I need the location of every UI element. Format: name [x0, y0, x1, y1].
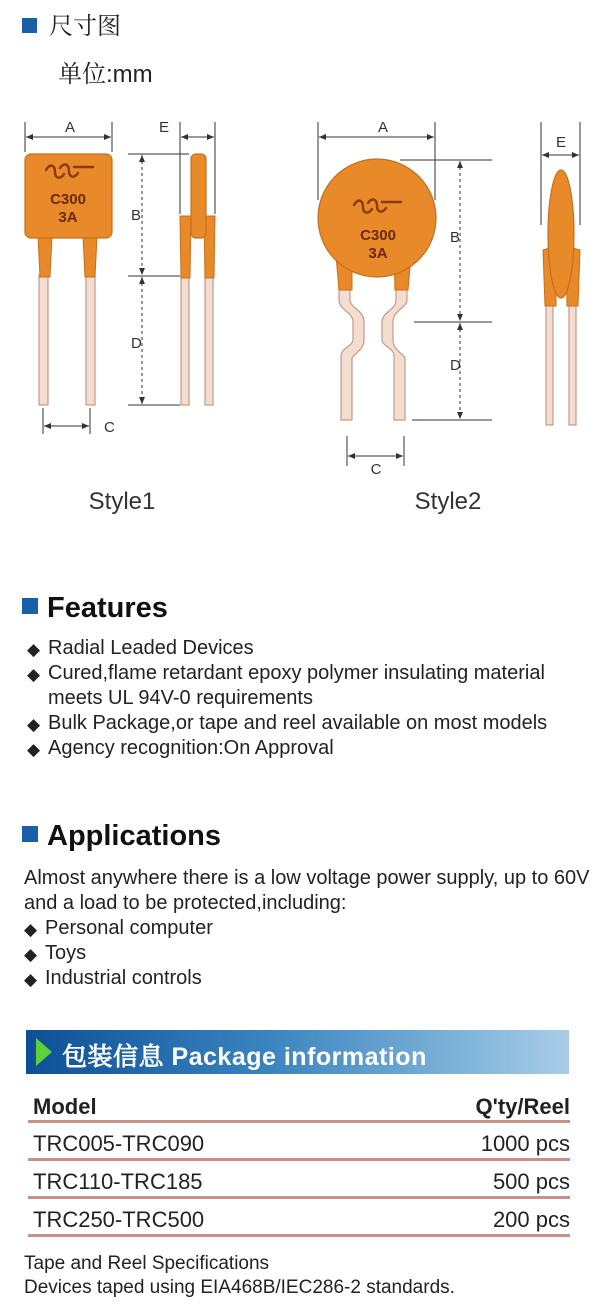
- section-square-icon: [22, 18, 37, 33]
- table-row: TRC110-TRC185 500 pcs: [33, 1169, 570, 1194]
- diamond-bullet-icon: ◆: [27, 715, 41, 734]
- style2-front-view: [318, 159, 436, 420]
- style2-body-text-2: 3A: [368, 245, 388, 262]
- list-item: ◆ Bulk Package,or tape and reel available on most models: [27, 711, 587, 736]
- style1-front-view: [25, 154, 112, 405]
- style1-side-view: [180, 154, 215, 405]
- list-item: ◆ Radial Leaded Devices: [27, 636, 587, 661]
- dimension-title: 尺寸图: [49, 13, 121, 40]
- dimension-header: [22, 6, 121, 41]
- package-title: 包装信息 Package information: [62, 1043, 427, 1071]
- style1-dim-c: [43, 408, 90, 434]
- style2-label-b: B: [450, 229, 461, 246]
- applications-intro: Almost anywhere there is a low voltage power supply, up to 60V and a load to be protected,including:: [24, 867, 590, 914]
- applications-title: Applications: [47, 820, 222, 852]
- package-table-header: [28, 1086, 570, 1124]
- style1-label-e: E: [159, 119, 170, 136]
- applications-heading: [22, 820, 221, 853]
- footer-line-2: Devices taped using EIA468B/IEC286-2 standards.: [24, 1277, 455, 1298]
- style1-lead-right: [86, 275, 95, 405]
- diamond-bullet-icon: ◆: [24, 970, 38, 989]
- section-square-icon: [22, 826, 38, 842]
- style2-caption: Style2: [414, 488, 482, 515]
- col-model-header: Model: [33, 1094, 97, 1119]
- features-heading: [22, 592, 168, 625]
- list-item: ◆ Cured,flame retardant epoxy polymer insulating material meets UL 94V-0 requirements: [27, 662, 545, 709]
- applications-list: [24, 916, 584, 991]
- unit-label: 单位:mm: [58, 61, 153, 88]
- diamond-bullet-icon: ◆: [27, 665, 41, 684]
- style2-side-view: [543, 170, 580, 425]
- style1-lead-left: [39, 275, 48, 405]
- diamond-bullet-icon: ◆: [27, 640, 41, 659]
- style1-label-c: C: [104, 419, 115, 436]
- list-item: ◆ Personal computer: [24, 916, 584, 941]
- package-banner: [26, 1030, 569, 1074]
- style1-label-a: A: [64, 119, 76, 136]
- features-list: [27, 636, 587, 761]
- features-title: Features: [47, 592, 168, 624]
- play-arrow-icon: [36, 1038, 52, 1066]
- style1-lead-coat-right: [83, 236, 97, 277]
- table-row: TRC250-TRC500 200 pcs: [33, 1207, 570, 1232]
- list-item: ◆ Agency recognition:On Approval: [27, 736, 587, 761]
- style2-label-a: A: [377, 119, 389, 136]
- style1-label-b: B: [131, 207, 142, 224]
- diamond-bullet-icon: ◆: [27, 740, 41, 759]
- style2-label-d: D: [450, 357, 461, 374]
- diamond-bullet-icon: ◆: [24, 920, 38, 939]
- dimension-drawing: [0, 110, 600, 530]
- footer-line-1: Tape and Reel Specifications: [24, 1253, 270, 1274]
- style2-label-e: E: [555, 134, 567, 151]
- style1-body-text-2: 3A: [58, 209, 78, 226]
- col-qty-header: Q'ty/Reel: [475, 1094, 570, 1119]
- table-divider: [28, 1234, 570, 1237]
- list-item: ◆ Toys: [24, 941, 584, 966]
- style2-body-text-1: C300: [360, 227, 396, 244]
- list-item: ◆ Industrial controls: [24, 966, 584, 991]
- style1-caption: Style1: [88, 488, 156, 515]
- style2-lead-right: [382, 286, 407, 420]
- diamond-bullet-icon: ◆: [24, 945, 38, 964]
- section-square-icon: [22, 598, 38, 614]
- table-row: TRC005-TRC090 1000 pcs: [33, 1131, 570, 1156]
- style1-body-text-1: C300: [50, 191, 86, 208]
- style1-lead-coat-left: [38, 236, 52, 277]
- style1-label-d: D: [131, 335, 142, 352]
- style2-lead-left: [339, 286, 364, 420]
- tape-reel-spec: [24, 1252, 594, 1300]
- style2-label-c: C: [370, 461, 382, 478]
